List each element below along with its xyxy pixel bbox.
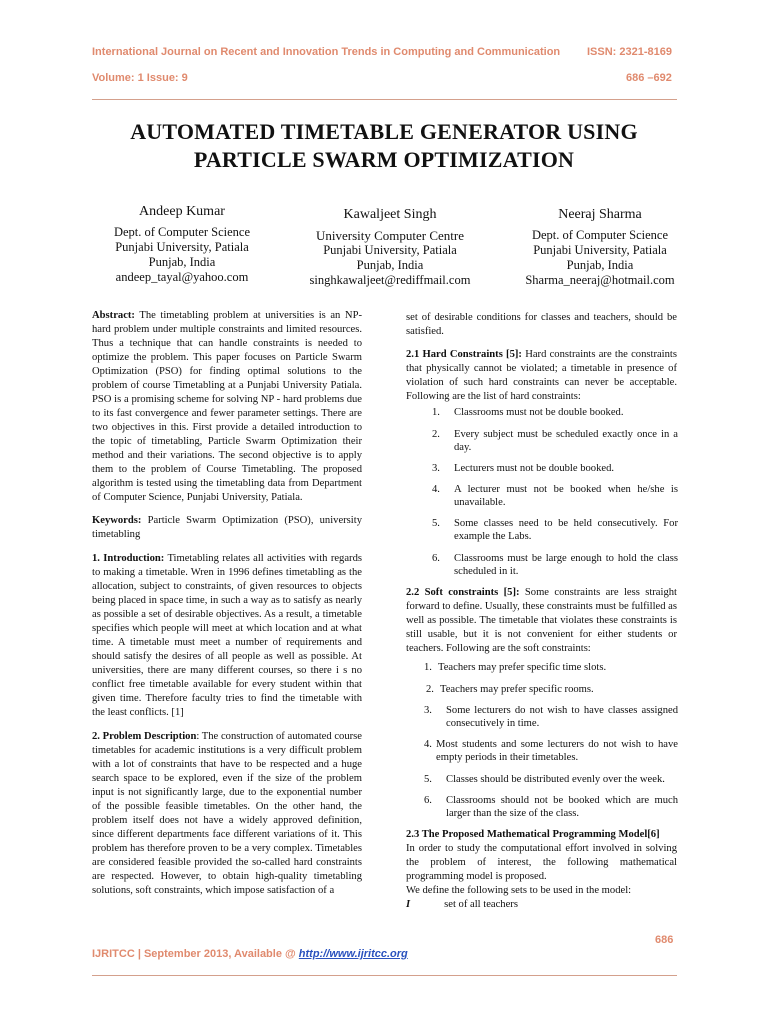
soft-constraints-label: 2.2 Soft constraints [5]: bbox=[406, 587, 520, 598]
author-block bbox=[92, 203, 272, 285]
author-location: Punjab, India bbox=[566, 258, 634, 272]
footer-text bbox=[92, 948, 408, 960]
list-item bbox=[432, 462, 678, 476]
author-block bbox=[505, 206, 695, 288]
page-range: 686 –692 bbox=[626, 72, 672, 84]
keywords-text: Particle Swarm Optimization (PSO), university timetabling bbox=[92, 515, 362, 540]
list-text: Classes should be distributed evenly over the week. bbox=[446, 774, 665, 785]
header-rule bbox=[92, 99, 677, 100]
list-number: 1. bbox=[424, 662, 432, 673]
list-text: A lecturer must not be booked when he/she is unavailable. bbox=[454, 484, 678, 508]
author-dept: Dept. of Computer Science bbox=[113, 225, 251, 239]
author-location: Punjab, India bbox=[356, 258, 424, 272]
list-item bbox=[432, 517, 678, 545]
list-item bbox=[424, 794, 678, 822]
list-number: 2. bbox=[432, 429, 440, 440]
model-set-line bbox=[406, 898, 677, 912]
list-number: 1. bbox=[432, 407, 440, 418]
model-section bbox=[406, 828, 677, 912]
list-text: Teachers may prefer specific rooms. bbox=[440, 684, 594, 695]
volume-issue: Volume: 1 Issue: 9 bbox=[92, 72, 188, 84]
list-text: Classrooms must be large enough to hold the class scheduled in it. bbox=[454, 553, 678, 577]
footer-rule bbox=[92, 975, 677, 976]
author-dept: University Computer Centre bbox=[315, 228, 465, 243]
list-item bbox=[432, 428, 678, 456]
list-text: Teachers may prefer specific time slots. bbox=[438, 662, 607, 673]
list-item bbox=[432, 406, 678, 420]
list-item bbox=[426, 683, 678, 697]
page-number: 686 bbox=[655, 934, 674, 946]
problem-description-label: 2. Problem Description bbox=[92, 731, 197, 742]
introduction-text: Timetabling relates all activities with regards to making a timetable. Wren in 1996 defines timetabling as the allocation, subject to constraints, of given resources to objects being placed in space time, in such a way as to satisfy as nearly as possible a set of desirable objectives. As a result, a timetable specifies which people will meet at which location and at what time. A timetable must meet a number of requirements and should satisfy the desires of all people as well as possible. At universities, there are many different courses, so there i s no conflict free timetable available for every student within that given time. Therefore faculty tries to find the timetable with the least conflicts. [1] bbox=[92, 553, 362, 718]
author-block bbox=[290, 206, 490, 288]
list-number: 5. bbox=[424, 774, 432, 785]
soft-constraints-intro bbox=[406, 586, 677, 656]
author-email: Sharma_neeraj@hotmail.com bbox=[525, 273, 675, 287]
list-number: 3. bbox=[424, 705, 432, 716]
list-number: 4. bbox=[432, 484, 440, 495]
list-text: Classrooms must not be double booked. bbox=[454, 407, 624, 418]
list-item bbox=[424, 773, 678, 787]
footer-link[interactable]: http://www.ijritcc.org bbox=[298, 948, 408, 960]
list-text: Most students and some lecturers do not wish to have empty periods in their timetables. bbox=[436, 739, 678, 763]
author-email: andeep_tayal@yahoo.com bbox=[115, 270, 249, 284]
set-text: set of all teachers bbox=[444, 899, 518, 910]
list-item bbox=[424, 738, 678, 766]
right-intro-text: set of desirable conditions for classes and teachers, should be satisfied. bbox=[406, 312, 677, 337]
problem-description-text: : The construction of automated course timetables for academic institutions is a very difficult problem with a lot of constraints that have to be respected and a huge search space to be explored, even if the size of the problem input is not significantly large, due to the exponential number of the possible feasible timetables. On the other hand, the problem itself does not have a widely approved definition, since different departments face different variations of it. This problem has therefore proven to be a very complex. Timetables are considered feasible provided the so-called hard constraints are respected. However, to obtain high-quality timetabling solutions, soft constraints, which impose satisfaction of a bbox=[92, 731, 362, 896]
author-name: Neeraj Sharma bbox=[558, 207, 642, 222]
keywords-label: Keywords: bbox=[92, 515, 142, 526]
list-text: Some lecturers do not wish to have classes assigned consecutively in time. bbox=[446, 705, 678, 729]
list-text: Classrooms should not be booked which are much larger than the size of the class. bbox=[446, 795, 678, 819]
issn: ISSN: 2321-8169 bbox=[587, 46, 672, 58]
list-item bbox=[432, 552, 678, 580]
footer-label: IJRITCC | September 2013, Available @ bbox=[92, 948, 299, 960]
title-line-1: AUTOMATED TIMETABLE GENERATOR USING bbox=[130, 119, 638, 144]
author-univ: Punjabi University, Patiala bbox=[115, 240, 249, 254]
author-name: Andeep Kumar bbox=[139, 204, 225, 219]
model-text-2: We define the following sets to be used in the model: bbox=[406, 885, 632, 896]
list-number: 3. bbox=[432, 463, 440, 474]
paper-title bbox=[60, 118, 708, 174]
hard-constraints-label: 2.1 Hard Constraints [5]: bbox=[406, 349, 522, 360]
abstract-label: Abstract: bbox=[92, 310, 135, 321]
problem-description bbox=[92, 730, 362, 898]
list-number: 5. bbox=[432, 518, 440, 529]
set-symbol: I bbox=[406, 899, 411, 910]
abstract bbox=[92, 309, 362, 505]
author-name: Kawaljeet Singh bbox=[343, 207, 437, 222]
list-number: 2. bbox=[426, 684, 434, 695]
author-location: Punjab, India bbox=[148, 255, 216, 269]
introduction bbox=[92, 552, 362, 720]
list-text: Every subject must be scheduled exactly once in a day. bbox=[454, 429, 678, 453]
list-number: 4. bbox=[424, 739, 432, 750]
author-email: singhkawaljeet@rediffmail.com bbox=[309, 273, 471, 287]
list-item bbox=[424, 704, 678, 732]
introduction-label: 1. Introduction: bbox=[92, 553, 165, 564]
right-column-intro bbox=[406, 311, 677, 404]
list-item bbox=[424, 661, 678, 675]
list-text: Lecturers must not be double booked. bbox=[454, 463, 615, 474]
soft-constraints-text: Some constraints are less straight forward to define. Usually, these constraints must be fulfilled as well as possible. The timetable that violates these constraints is still usable, but it is not convenient for either students or teachers. Following are the soft constraints: bbox=[406, 587, 677, 654]
keywords bbox=[92, 514, 362, 542]
author-dept: Dept. of Computer Science bbox=[531, 228, 669, 242]
list-item bbox=[432, 483, 678, 511]
left-column bbox=[92, 309, 362, 898]
hard-constraints-text: Hard constraints are the constraints that physically cannot be violated; a timetable in presence of violation of such hard constraints can never be acceptable. Following are the list of hard constraints: bbox=[406, 349, 677, 402]
list-number: 6. bbox=[424, 795, 432, 806]
model-text-1: In order to study the computational effort involved in solving the problem of interest, the following mathematical programming model is proposed. bbox=[406, 843, 677, 882]
author-univ: Punjabi University, Patiala bbox=[533, 243, 667, 257]
list-text: Some classes need to be held consecutively. For example the Labs. bbox=[454, 518, 678, 542]
model-label: 2.3 The Proposed Mathematical Programming Model[6] bbox=[406, 829, 660, 840]
abstract-text: The timetabling problem at universities is an NP-hard problem under multiple constraints and limited resources. Thus a technique that can handle constraints is needed to optimize the problem. This paper focuses on Particle Swarm Optimization (PSO) for finding optimal solutions to the problem of course Timetabling at a Punjabi University Patiala. PSO is a promising scheme for solving NP - hard problems due to its fast convergence and fewer parameter settings. There are two objectives in this. First provide a detailed introduction to the topic of timetabling, Particle Swarm Optimization their method and their variations. The second objective is to apply them to the problem of Course Timetabling. The proposed algorithm is tested using the timetabling data from Department of Computer Science, Punjabi University, Patiala. bbox=[92, 310, 362, 503]
title-line-2: PARTICLE SWARM OPTIMIZATION bbox=[193, 147, 575, 172]
list-number: 6. bbox=[432, 553, 440, 564]
journal-name: International Journal on Recent and Innovation Trends in Computing and Communication bbox=[92, 46, 561, 58]
author-univ: Punjabi University, Patiala bbox=[323, 243, 457, 257]
hard-constraints-intro bbox=[406, 348, 677, 404]
